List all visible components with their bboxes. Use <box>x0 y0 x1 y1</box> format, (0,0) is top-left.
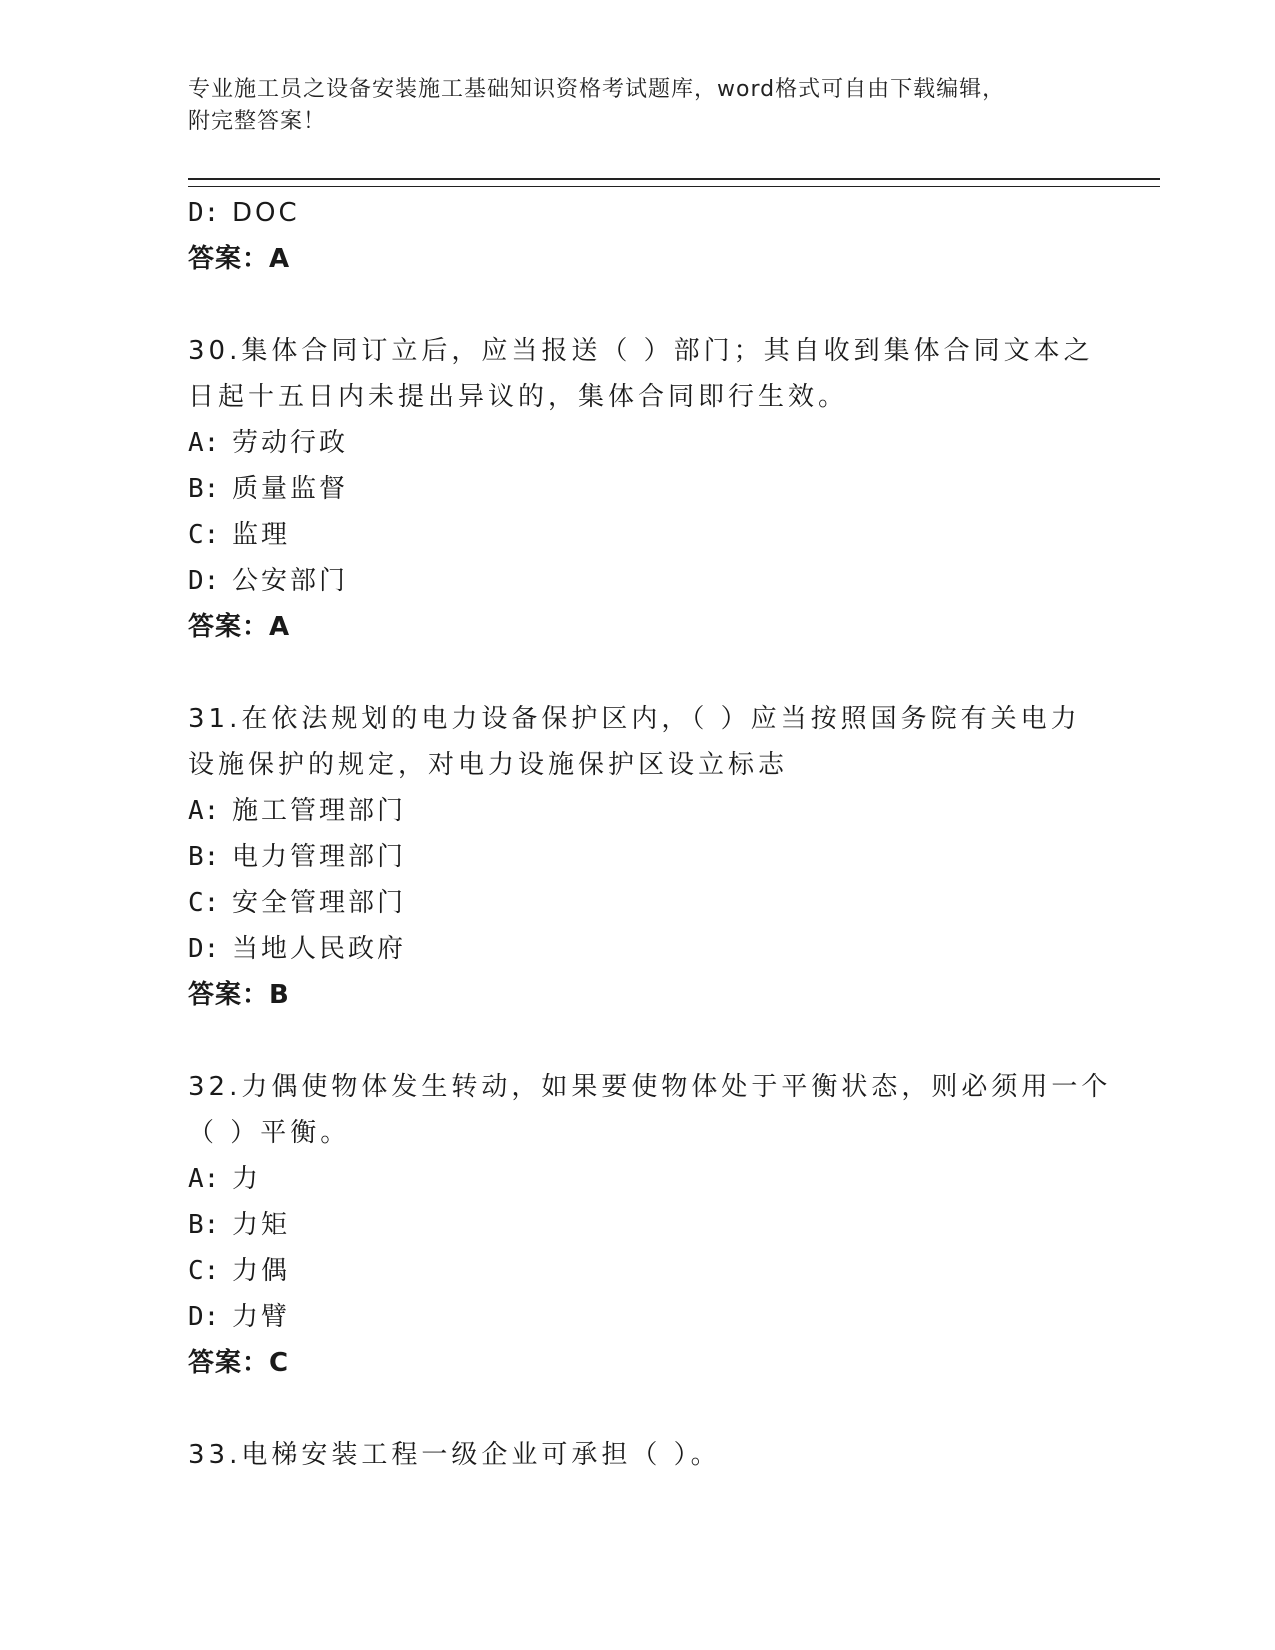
option-c <box>188 512 1088 558</box>
option-letter: D: <box>188 934 220 964</box>
option-text: 力矩 <box>232 1210 291 1240</box>
option-text: 安全管理部门 <box>232 888 407 918</box>
option-letter: A: <box>188 796 220 826</box>
option-text: 电力管理部门 <box>232 842 407 872</box>
option-c <box>188 880 1088 926</box>
option-letter: B: <box>188 1210 220 1240</box>
answer-line: 答案：B <box>188 980 290 1010</box>
option-text: 监理 <box>232 520 291 550</box>
option-text: 力臂 <box>232 1302 291 1332</box>
question-31 <box>188 696 1088 1018</box>
question-stem-line: 30.集体合同订立后，应当报送（ ）部门；其自收到集体合同文本之 <box>188 336 1094 366</box>
question-list <box>188 190 1112 1478</box>
option-d <box>188 926 1088 972</box>
option-b <box>188 834 1088 880</box>
option-a <box>188 788 1088 834</box>
document-header <box>188 74 1088 138</box>
question-stem-line: 日起十五日内未提出异议的，集体合同即行生效。 <box>188 382 849 412</box>
option-letter: A: <box>188 428 220 458</box>
option-letter: A: <box>188 1164 220 1194</box>
question-stem-line: 31.在依法规划的电力设备保护区内，（ ）应当按照国务院有关电力 <box>188 704 1081 734</box>
question-stem-line: （ ）平衡。 <box>188 1118 351 1148</box>
option-text: 劳动行政 <box>232 428 349 458</box>
option-letter: C: <box>188 888 220 918</box>
option-text: 公安部门 <box>232 566 349 596</box>
header-line-1: 专业施工员之设备安装施工基础知识资格考试题库，word格式可自由下载编辑， <box>188 77 1006 102</box>
option-d <box>188 190 1088 236</box>
option-letter: D: <box>188 198 220 228</box>
question-32 <box>188 1064 1112 1386</box>
option-text: DOC <box>232 198 300 228</box>
option-a <box>188 1156 1088 1202</box>
answer-line: 答案：A <box>188 612 291 642</box>
option-text: 质量监督 <box>232 474 349 504</box>
header-divider <box>188 178 1160 187</box>
answer-line: 答案：A <box>188 244 291 274</box>
option-text: 力偶 <box>232 1256 291 1286</box>
question-stem-line: 32.力偶使物体发生转动，如果要使物体处于平衡状态，则必须用一个 <box>188 1072 1112 1102</box>
option-d <box>188 1294 1088 1340</box>
option-letter: C: <box>188 1256 220 1286</box>
option-letter: B: <box>188 842 220 872</box>
question-30 <box>188 328 1094 650</box>
option-text: 当地人民政府 <box>232 934 407 964</box>
option-text: 力 <box>232 1164 262 1194</box>
option-letter: C: <box>188 520 220 550</box>
question-33 <box>188 1432 1088 1478</box>
option-b <box>188 466 1088 512</box>
question-stem-line: 33.电梯安装工程一级企业可承担（ ）。 <box>188 1440 721 1470</box>
option-d <box>188 558 1088 604</box>
answer-line: 答案：C <box>188 1348 290 1378</box>
option-a <box>188 420 1088 466</box>
option-letter: D: <box>188 1302 220 1332</box>
option-c <box>188 1248 1088 1294</box>
option-text: 施工管理部门 <box>232 796 407 826</box>
option-letter: B: <box>188 474 220 504</box>
option-letter: D: <box>188 566 220 596</box>
header-line-2: 附完整答案！ <box>188 109 327 134</box>
question-stem-line: 设施保护的规定，对电力设施保护区设立标志 <box>188 750 789 780</box>
option-b <box>188 1202 1088 1248</box>
